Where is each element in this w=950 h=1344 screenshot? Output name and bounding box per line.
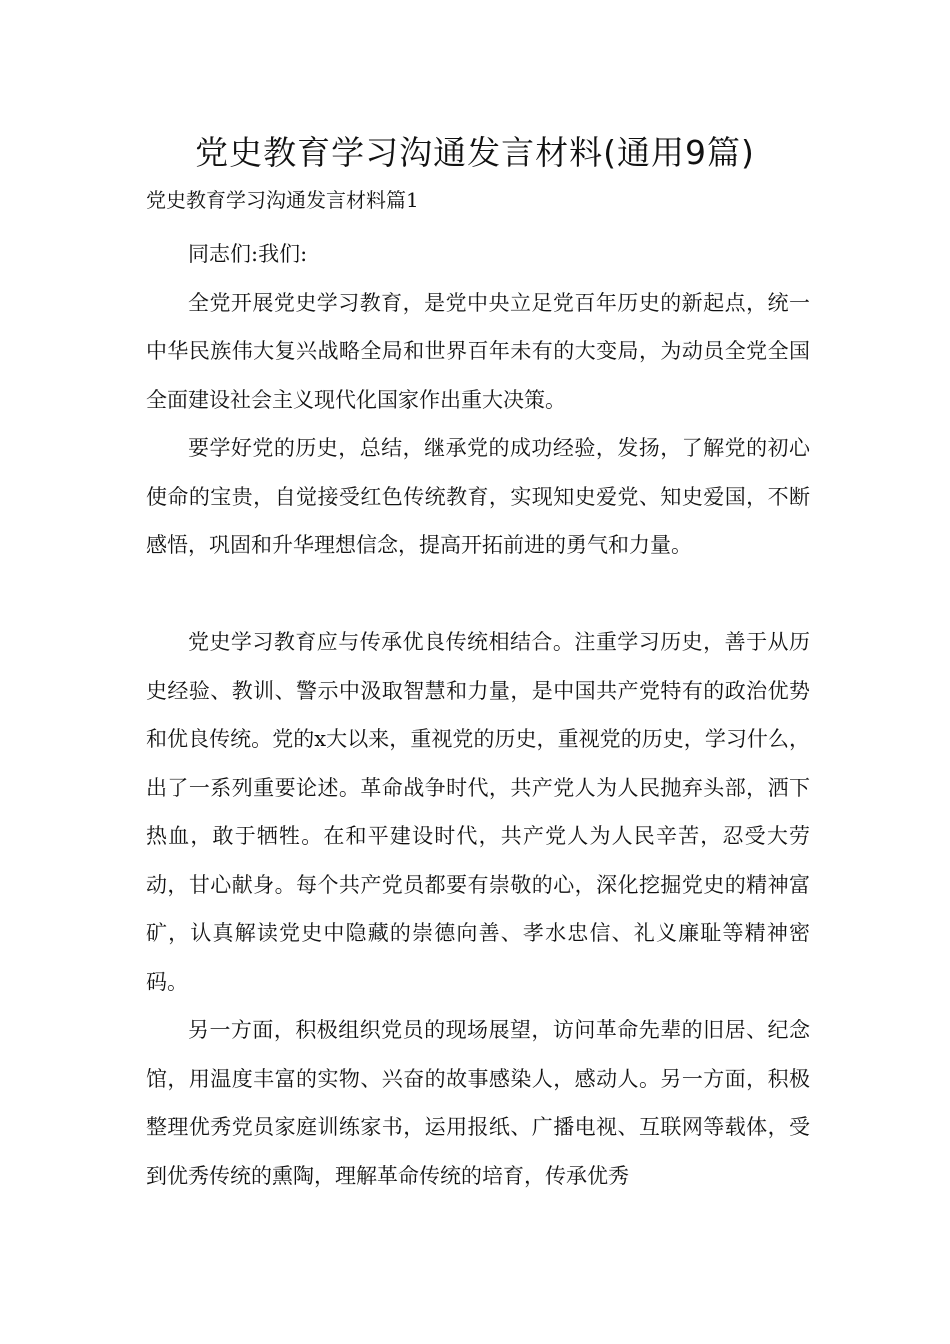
- paragraph: 另一方面，积极组织党员的现场展望，访问革命先辈的旧居、纪念馆，用温度丰富的实物、兴奋的故事感染人，感动人。另一方面，积极整理优秀党员家庭训练家书，运用报纸、广播电视、互联网等载体，受到优秀传统的熏陶，理解革命传统的培育，传承优秀: [146, 1018, 810, 1188]
- paragraph: 党史学习教育应与传承优良传统相结合。注重学习历史，善于从历史经验、教训、警示中汲取智慧和力量，是中国共产党特有的政治优势和优良传统。党的x大以来，重视党的历史，重视党的历史，学习什么，出了一系列重要论述。革命战争时代，共产党人为人民抛弃头部，洒下热血，敢于牺牲。在和平建设时代，共产党人为人民辛苦，忍受大劳动，甘心献身。每个共产党员都要有崇敬的心，深化挖掘党史的精神富矿，认真解读党史中隐藏的崇德向善、孝水忠信、礼义廉耻等精神密码。: [146, 630, 810, 994]
- paragraph: 要学好党的历史，总结，继承党的成功经验，发扬，了解党的初心使命的宝贵，自觉接受红色传统教育，实现知史爱党、知史爱国，不断感悟，巩固和升华理想信念，提高开拓前进的勇气和力量。: [146, 436, 810, 557]
- paragraph: 全党开展党史学习教育，是党中央立足党百年历史的新起点，统一中华民族伟大复兴战略全局和世界百年未有的大变局，为动员全党全国全面建设社会主义现代化国家作出重大决策。: [146, 290, 810, 412]
- document-title: 党史教育学习沟通发言材料(通用9篇): [195, 133, 755, 172]
- section-heading: 党史教育学习沟通发言材料篇1: [146, 188, 419, 212]
- paragraph-greeting: 同志们:我们:: [188, 242, 308, 266]
- paragraph-spacer: [146, 570, 810, 619]
- document-body: [146, 230, 810, 1200]
